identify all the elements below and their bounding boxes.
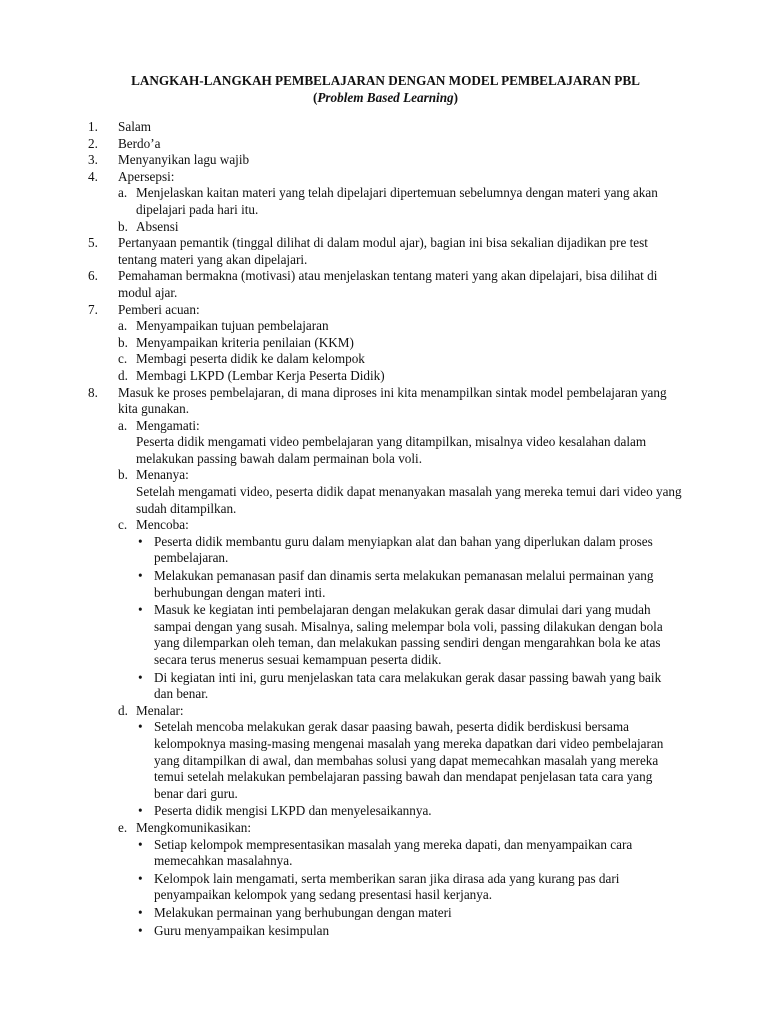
list-item <box>88 302 683 385</box>
sub-item-text: Menanya: <box>136 467 189 483</box>
sub-item-letter: d. <box>118 367 128 383</box>
steps-list <box>88 119 683 939</box>
sub-item <box>118 467 683 517</box>
bullet-item <box>136 871 683 904</box>
sub-item-text: Mencoba: <box>136 517 189 533</box>
bullet-icon: • <box>138 836 143 852</box>
list-item <box>88 152 683 169</box>
list-item-number: 4. <box>88 168 98 184</box>
sub-item-body <box>136 368 683 385</box>
list-item-body <box>118 119 683 136</box>
bullet-text: Peserta didik mengisi LKPD dan menyelesaikannya. <box>154 803 432 819</box>
sub-item-letter: a. <box>118 417 128 433</box>
document-subtitle <box>88 89 683 106</box>
sub-item <box>118 185 683 218</box>
sub-item-letter: e. <box>118 819 128 835</box>
bullet-item <box>136 568 683 601</box>
bullet-text: Masuk ke kegiatan inti pembelajaran dengan melakukan gerak dasar dimulai dari yang mudah sampai dengan yang susah. Misalnya, saling melempar bola voli, passing dilakukan dengan bola yang dilemparkan oleh teman, dan melakukan passing sendiri dengan mengarahkan bola ke atas secara terus menerus sesuai kemampuan peserta didik. <box>154 602 663 667</box>
list-item-body <box>118 169 683 235</box>
bullet-text: Melakukan permainan yang berhubungan dengan materi <box>154 904 452 920</box>
bullet-icon: • <box>138 870 143 886</box>
bullet-item <box>136 837 683 870</box>
sub-item <box>118 418 683 468</box>
sub-item <box>118 517 683 703</box>
list-item-body <box>118 302 683 385</box>
bullet-item <box>136 719 683 802</box>
sub-item <box>118 368 683 385</box>
bullet-item <box>136 905 683 922</box>
list-item <box>88 235 683 268</box>
sub-item-paragraph: Setelah mengamati video, peserta didik dapat menanyakan masalah yang mereka temui dari video yang sudah ditampilkan. <box>136 484 682 516</box>
bullet-icon: • <box>138 719 143 735</box>
bullet-item <box>136 923 683 940</box>
sub-item-letter: d. <box>118 702 128 718</box>
sub-item-text: Mengkomunikasikan: <box>136 819 252 835</box>
list-item <box>88 169 683 235</box>
bullet-text: Peserta didik membantu guru dalam menyiapkan alat dan bahan yang diperlukan dalam proses pembelajaran. <box>154 533 653 566</box>
bullet-text: Kelompok lain mengamati, serta memberikan saran jika dirasa ada yang kurang pas dari penyampaikan kelompok yang sedang presentasi hasil kerjanya. <box>154 870 620 903</box>
bullet-item <box>136 602 683 668</box>
sub-item-text: Menjelaskan kaitan materi yang telah dipelajari dipertemuan sebelumnya dengan materi yang akan dipelajari pada hari itu. <box>136 185 658 217</box>
sub-item-body <box>136 335 683 352</box>
sub-item-letter: c. <box>118 351 128 367</box>
bullet-icon: • <box>138 803 143 819</box>
sub-item-body <box>136 185 683 218</box>
bullet-text: Di kegiatan inti ini, guru menjelaskan tata cara melakukan gerak dasar passing bawah yang baik dan benar. <box>154 669 662 702</box>
sub-item-text: Absensi <box>136 218 179 234</box>
sub-item-body <box>136 219 683 236</box>
sub-item-text: Menyampaikan tujuan pembelajaran <box>136 318 329 334</box>
bullet-item <box>136 803 683 820</box>
list-item-text: Menyanyikan lagu wajib <box>118 152 250 168</box>
sub-item-text: Menalar: <box>136 702 184 718</box>
list-item-text: Pemberi acuan: <box>118 301 200 317</box>
sub-item-body <box>136 351 683 368</box>
list-item-text: Pemahaman bermakna (motivasi) atau menjelaskan tentang materi yang akan dipelajari, bisa dilihat di modul ajar. <box>118 268 658 300</box>
list-item-text: Apersepsi: <box>118 168 175 184</box>
list-item-text: Salam <box>118 119 151 134</box>
list-item-body <box>118 385 683 940</box>
sub-item-paragraph: Peserta didik mengamati video pembelajaran yang ditampilkan, misalnya video kesalahan dalam melakukan passing bawah dalam permainan bola voli. <box>136 434 647 466</box>
sub-item-body <box>136 467 683 517</box>
sub-item-body <box>136 418 683 468</box>
subtitle-close-paren: ) <box>453 90 459 105</box>
bullet-item <box>136 534 683 567</box>
subtitle-italic: Problem Based Learning <box>317 90 454 105</box>
sub-item <box>118 703 683 820</box>
sub-item-text: Mengamati: <box>136 417 200 433</box>
list-item <box>88 385 683 940</box>
list-item <box>88 268 683 301</box>
list-item <box>88 136 683 153</box>
sub-item-text: Membagi peserta didik ke dalam kelompok <box>136 351 365 367</box>
list-item <box>88 119 683 136</box>
sub-item <box>118 318 683 335</box>
sub-item-body <box>136 517 683 703</box>
list-item-body <box>118 136 683 153</box>
bullet-icon: • <box>138 904 143 920</box>
bullet-item <box>136 670 683 703</box>
sub-item <box>118 219 683 236</box>
list-item-number: 8. <box>88 384 98 400</box>
list-item-body <box>118 152 683 169</box>
sub-item-letter: b. <box>118 218 128 234</box>
bullet-text: Melakukan pemanasan pasif dan dinamis serta melakukan pemanasan melalui permainan yang berhubungan dengan materi inti. <box>154 568 654 600</box>
list-item-text: Berdo’a <box>118 135 161 151</box>
bullet-icon: • <box>138 669 143 685</box>
bullet-text: Setiap kelompok mempresentasikan masalah yang mereka dapati, dan menyampaikan cara memecahkan masalahnya. <box>154 836 633 869</box>
document-title: LANGKAH-LANGKAH PEMBELAJARAN DENGAN MODEL PEMBELAJARAN PBL <box>131 73 640 88</box>
list-item-number: 7. <box>88 301 98 317</box>
sub-item-text: Membagi LKPD (Lembar Kerja Peserta Didik) <box>136 367 385 383</box>
list-item-text: Masuk ke proses pembelajaran, di mana diproses ini kita menampilkan sintak model pembelajaran yang kita gunakan. <box>118 384 667 417</box>
list-item-number: 3. <box>88 152 98 168</box>
bullet-icon: • <box>138 602 143 618</box>
list-item-number: 5. <box>88 235 98 251</box>
list-item-number: 2. <box>88 135 98 151</box>
sub-item-body <box>136 703 683 820</box>
sub-item-letter: a. <box>118 318 128 334</box>
sub-item-letter: a. <box>118 185 128 201</box>
sub-item <box>118 820 683 939</box>
bullet-text: Setelah mencoba melakukan gerak dasar paasing bawah, peserta didik berdiskusi bersama kelompoknya masing-masing mengenai masalah yang mereka dapatkan dari video pembelajaran yang ditampilkan di awal, dan membahas solusi yang dapat memecahkan masalah yang mereka temui setelah melakukan pembelajaran passing bawah dan mendapat penjelasan tata cara yang benar dari guru. <box>154 719 664 801</box>
list-item-body <box>118 268 683 301</box>
bullet-text: Guru menyampaikan kesimpulan <box>154 922 330 938</box>
sub-item-body <box>136 318 683 335</box>
bullet-icon: • <box>138 533 143 549</box>
bullet-icon: • <box>138 922 143 938</box>
list-item-text: Pertanyaan pemantik (tinggal dilihat di dalam modul ajar), bagian ini bisa sekalian dijadikan pre test tentang materi yang akan dipelajari. <box>118 235 648 267</box>
sub-item-letter: b. <box>118 467 128 483</box>
list-item-number: 1. <box>88 119 98 134</box>
sub-item <box>118 335 683 352</box>
sub-item-letter: c. <box>118 517 128 533</box>
sub-item-letter: b. <box>118 334 128 350</box>
bullet-icon: • <box>138 568 143 584</box>
sub-item-text: Menyampaikan kriteria penilaian (KKM) <box>136 334 354 350</box>
sub-item-body <box>136 820 683 939</box>
subtitle-open-paren: ( <box>312 90 318 105</box>
list-item-number: 6. <box>88 268 98 284</box>
sub-item <box>118 351 683 368</box>
list-item-body <box>118 235 683 268</box>
